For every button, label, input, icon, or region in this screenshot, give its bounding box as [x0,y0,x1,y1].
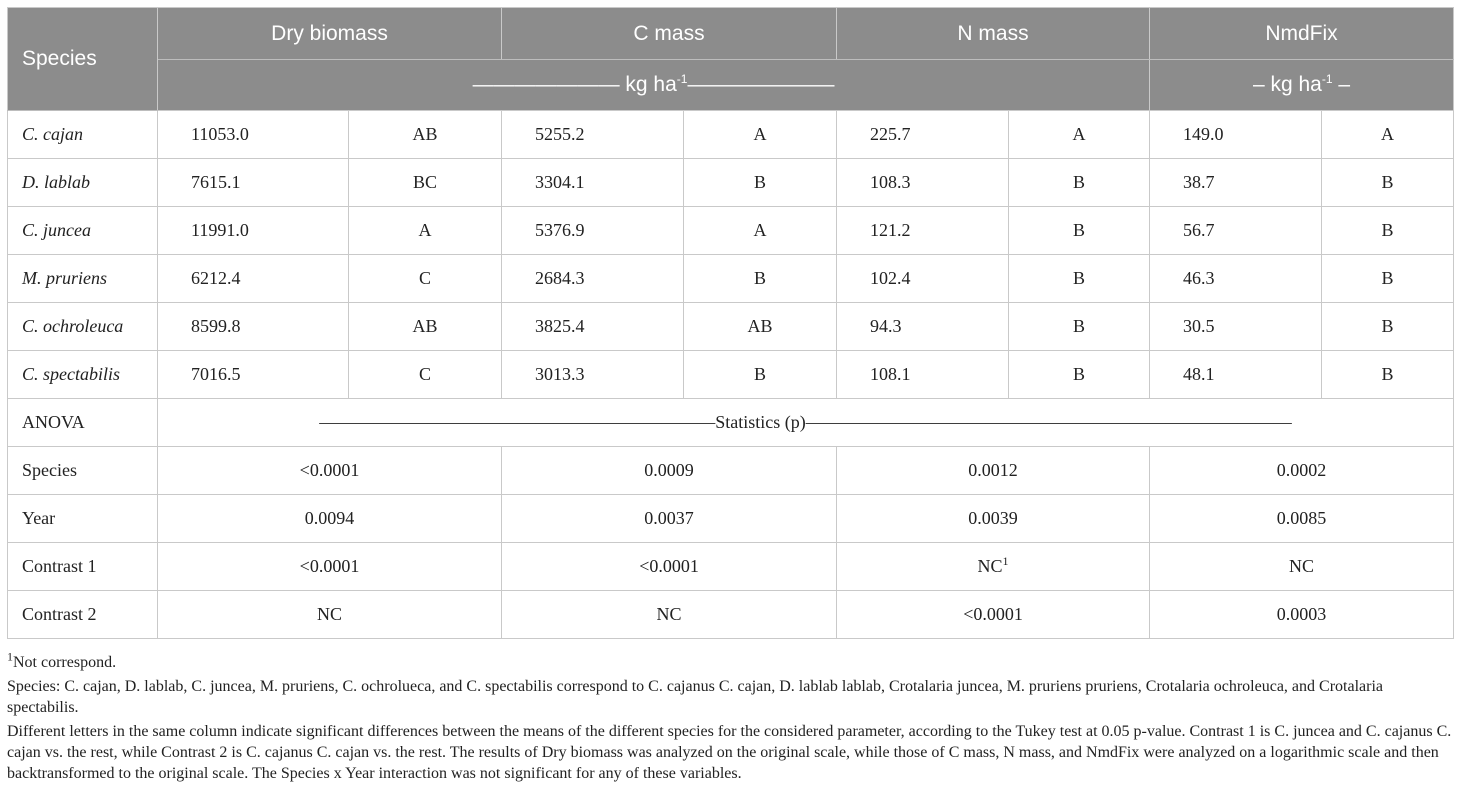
unit-main-suffix: ——————— [687,73,835,96]
table-row [8,255,1454,303]
nmdfix-value: 56.7 [1150,207,1322,255]
anova-label: ANOVA [8,399,158,447]
table-container [7,7,1453,639]
header-species: Species [8,8,158,111]
n-mass-value: 225.7 [837,111,1009,159]
dry-biomass-letter: AB [349,303,502,351]
nmdfix-letter: B [1322,351,1454,399]
stats-n-mass: 0.0012 [837,447,1150,495]
species-cell: C. spectabilis [8,351,158,399]
species-cell: C. cajan [8,111,158,159]
c-mass-value: 3304.1 [502,159,684,207]
footnote-marker: 1 [1002,554,1009,568]
stats-nmdfix: 0.0002 [1150,447,1454,495]
stats-row [8,543,1454,591]
n-mass-letter: B [1009,207,1150,255]
c-mass-value: 3825.4 [502,303,684,351]
stats-n-mass: 0.0039 [837,495,1150,543]
header-unit-nmdfix [1150,60,1454,111]
stats-nmdfix: 0.0003 [1150,591,1454,639]
species-cell: M. pruriens [8,255,158,303]
c-mass-letter: AB [684,303,837,351]
n-mass-value: 102.4 [837,255,1009,303]
species-cell: D. lablab [8,159,158,207]
c-mass-letter: B [684,159,837,207]
footnote-letters: Different letters in the same column indicate significant differences between the means of the different species for the considered parameter, according to the Tukey test at 0.05 p-value. Contrast 1 is C. juncea and C. cajanus C. cajan vs. the rest, while Contrast 2 is C. cajanus C. cajan vs. the rest. The results of Dry biomass was analyzed on the original scale, while those of C mass, N mass, and NmdFix were analyzed on a logarithmic scale and then backtransformed to the original scale. The Species x Year interaction was not significant for any of these variables. [7,723,1452,782]
stats-row [8,495,1454,543]
nmdfix-letter: B [1322,303,1454,351]
stats-row [8,447,1454,495]
unit-nmdfix-prefix: – kg ha [1252,73,1322,96]
stats-n-mass: <0.0001 [837,591,1150,639]
c-mass-value: 5376.9 [502,207,684,255]
header-c-mass: C mass [502,8,837,60]
n-mass-letter: B [1009,351,1150,399]
n-mass-value: 94.3 [837,303,1009,351]
stats-dry-biomass: <0.0001 [158,543,502,591]
n-mass-value: 121.2 [837,207,1009,255]
dry-biomass-value: 11991.0 [158,207,349,255]
nmdfix-letter: B [1322,159,1454,207]
footnote-not-correspond [7,649,1453,673]
dry-biomass-letter: C [349,255,502,303]
c-mass-letter: B [684,351,837,399]
dry-biomass-value: 11053.0 [158,111,349,159]
stats-c-mass: 0.0009 [502,447,837,495]
stats-label: Species [8,447,158,495]
c-mass-value: 3013.3 [502,351,684,399]
stats-label: Year [8,495,158,543]
stats-c-mass: 0.0037 [502,495,837,543]
nmdfix-value: 38.7 [1150,159,1322,207]
table-row [8,351,1454,399]
c-mass-letter: B [684,255,837,303]
anova-row [8,399,1454,447]
dry-biomass-value: 6212.4 [158,255,349,303]
stats-n-mass [837,543,1150,591]
nmdfix-value: 48.1 [1150,351,1322,399]
footnote-1-text: Not correspond. [13,654,117,671]
species-cell: C. ochroleuca [8,303,158,351]
footnote-species: Species: C. cajan, D. lablab, C. juncea, M. pruriens, C. ochrolueca, and C. spectabilis correspond to C. cajanus C. cajan, D. lablab lablab, Crotalaria juncea, M. pruriens pruriens, Crotalaria ochroleuca, and Crotalaria spectabilis. [7,678,1383,716]
dry-biomass-letter: C [349,351,502,399]
stats-nmdfix: 0.0085 [1150,495,1454,543]
header-dry-biomass: Dry biomass [158,8,502,60]
table-row [8,159,1454,207]
dry-biomass-value: 8599.8 [158,303,349,351]
table-body [8,111,1454,639]
dry-biomass-letter: A [349,207,502,255]
stats-dry-biomass: NC [158,591,502,639]
nmdfix-value: 30.5 [1150,303,1322,351]
nmdfix-letter: B [1322,207,1454,255]
c-mass-letter: A [684,111,837,159]
stats-nmdfix: NC [1150,543,1454,591]
nmdfix-letter: B [1322,255,1454,303]
unit-main-sup: -1 [676,72,688,86]
n-mass-letter: B [1009,255,1150,303]
n-mass-letter: A [1009,111,1150,159]
statistics-divider: ——————————————————————Statistics (p)——————————————————————————— [158,399,1454,447]
stats-c-mass: NC [502,591,837,639]
n-mass-value: 108.1 [837,351,1009,399]
results-table [7,7,1454,639]
footnote-1-marker: 1 [7,649,13,664]
header-nmdfix: NmdFix [1150,8,1454,60]
stats-row [8,591,1454,639]
species-cell: C. juncea [8,207,158,255]
stats-label: Contrast 1 [8,543,158,591]
table-footnotes [7,649,1453,784]
nmdfix-value: 149.0 [1150,111,1322,159]
unit-main-prefix: ——————— kg ha [472,73,677,96]
c-mass-value: 2684.3 [502,255,684,303]
unit-nmdfix-suffix: – [1332,73,1351,96]
table-row [8,207,1454,255]
dry-biomass-value: 7016.5 [158,351,349,399]
n-mass-letter: B [1009,303,1150,351]
n-mass-value: 108.3 [837,159,1009,207]
c-mass-letter: A [684,207,837,255]
nmdfix-letter: A [1322,111,1454,159]
table-header [8,8,1454,111]
stats-n-mass-value: NC [977,556,1003,576]
nmdfix-value: 46.3 [1150,255,1322,303]
table-row [8,111,1454,159]
n-mass-letter: B [1009,159,1150,207]
header-unit-main [158,60,1150,111]
table-row [8,303,1454,351]
stats-c-mass: <0.0001 [502,543,837,591]
dry-biomass-letter: BC [349,159,502,207]
header-n-mass: N mass [837,8,1150,60]
unit-nmdfix-sup: -1 [1321,72,1333,86]
stats-label: Contrast 2 [8,591,158,639]
stats-dry-biomass: <0.0001 [158,447,502,495]
dry-biomass-letter: AB [349,111,502,159]
dry-biomass-value: 7615.1 [158,159,349,207]
stats-dry-biomass: 0.0094 [158,495,502,543]
c-mass-value: 5255.2 [502,111,684,159]
